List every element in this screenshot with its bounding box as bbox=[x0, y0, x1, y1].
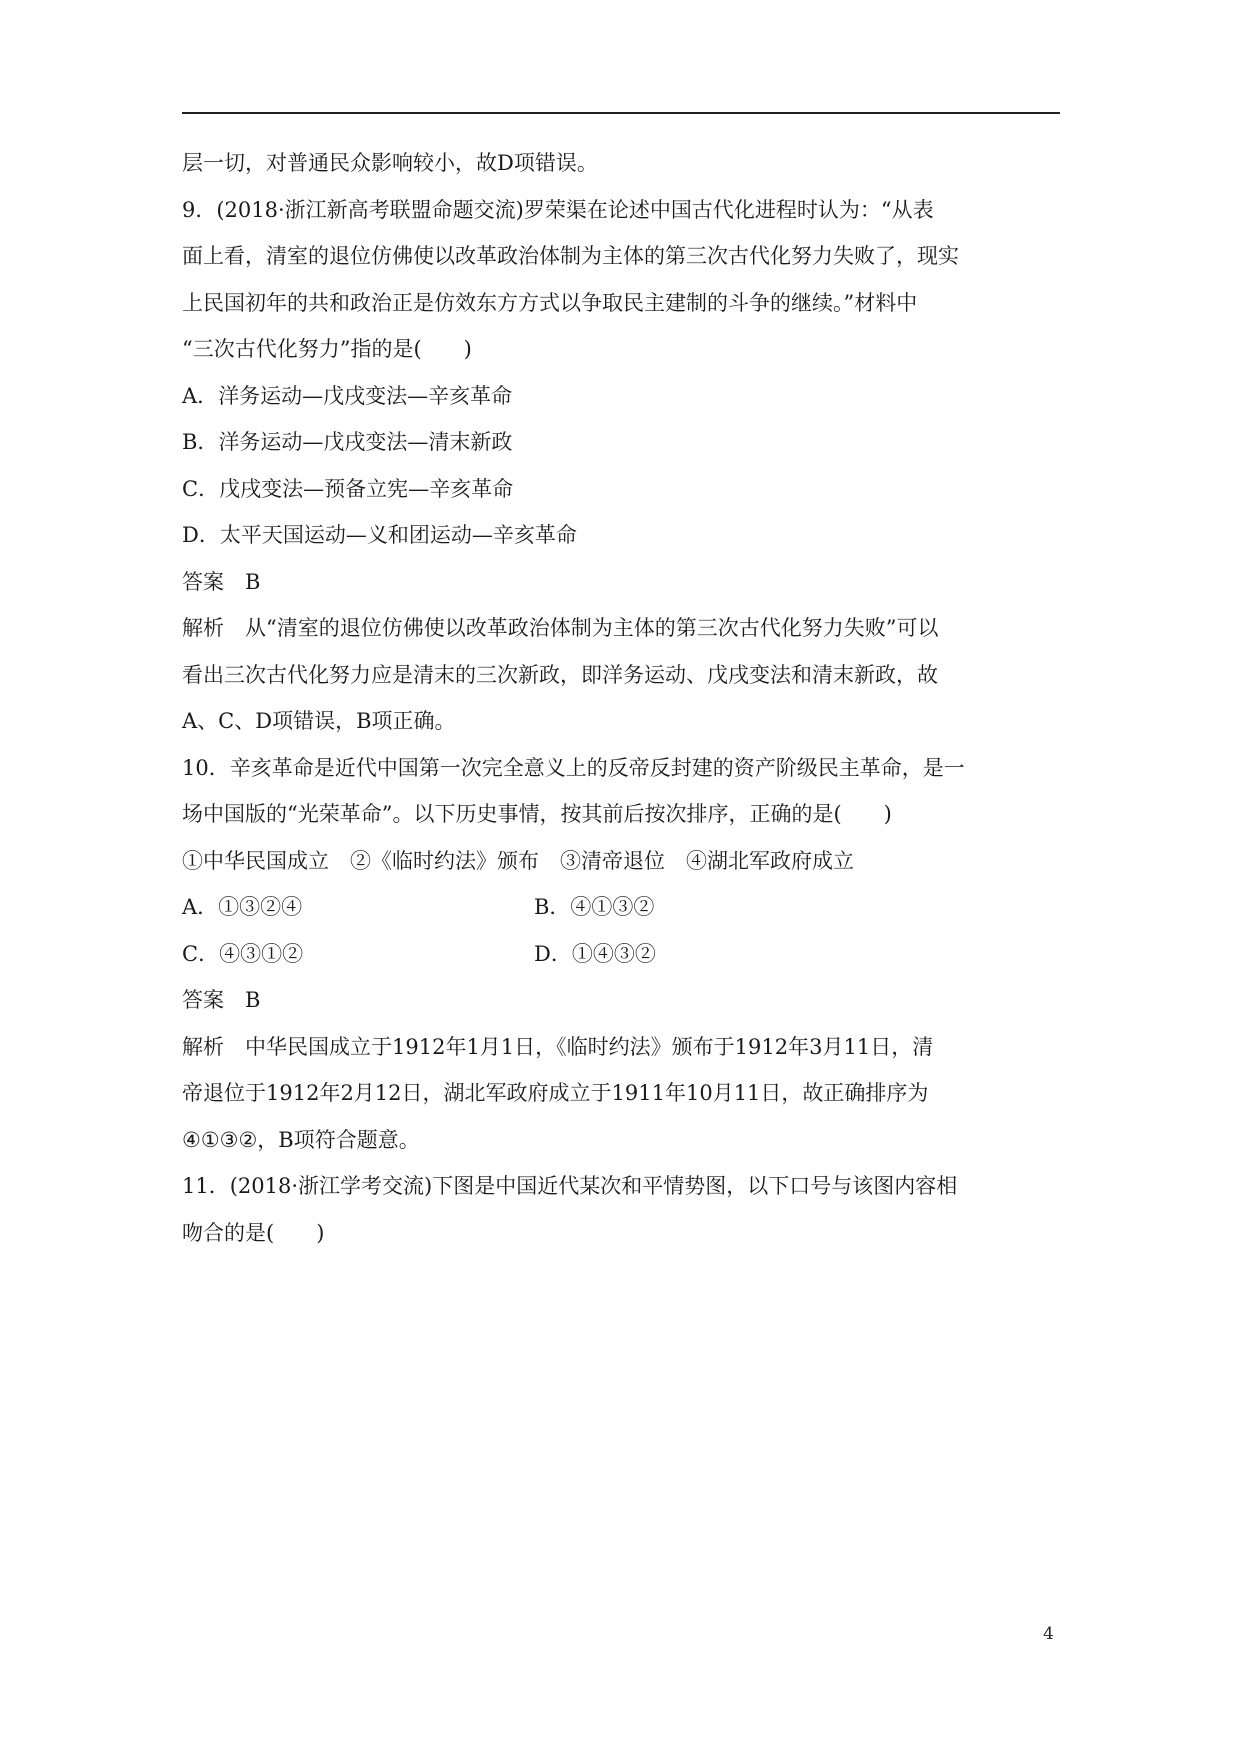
text-line: 层一切，对普通民众影响较小，故D项错误。 bbox=[182, 151, 598, 175]
q11-stem-line: 11．(2018·浙江学考交流)下图是中国近代某次和平情势图，以下口号与该图内容相 bbox=[182, 1174, 958, 1198]
q9-answer: 答案 B bbox=[182, 569, 261, 594]
header-rule bbox=[182, 112, 1060, 114]
q9-option-d: D．太平天国运动—义和团运动—辛亥革命 bbox=[182, 523, 577, 547]
q10-option-a: A．①③②④ bbox=[182, 895, 303, 919]
q10-stem-line: 10．辛亥革命是近代中国第一次完全意义上的反帝反封建的资产阶级民主革命，是一 bbox=[182, 755, 965, 780]
q9-stem-line: “三次古代化努力”指的是( ) bbox=[182, 337, 472, 361]
q9-analysis-line: 解析 从“清室的退位仿佛使以改革政治体制为主体的第三次古代化努力失败”可以 bbox=[182, 616, 939, 640]
q9-stem-line: 面上看，清室的退位仿佛使以改革政治体制为主体的第三次古代化努力失败了，现实 bbox=[182, 244, 959, 268]
q10-analysis-line: 帝退位于1912年2月12日，湖北军政府成立于1911年10月11日，故正确排序为 bbox=[182, 1081, 929, 1105]
page-number: 4 bbox=[1043, 1624, 1054, 1644]
q10-option-d: D．①④③② bbox=[534, 941, 656, 966]
q9-analysis-line: A、C、D项错误，B项正确。 bbox=[182, 709, 456, 733]
page-body bbox=[182, 140, 1072, 1256]
q9-analysis-line: 看出三次古代化努力应是清末的三次新政，即洋务运动、戊戌变法和清末新政，故 bbox=[182, 662, 938, 687]
q11-stem-line: 吻合的是( ) bbox=[182, 1220, 325, 1245]
q9-option-b: B．洋务运动—戊戌变法—清末新政 bbox=[182, 430, 513, 454]
q10-stem-line: 场中国版的“光荣革命”。以下历史事情，按其前后按次排序，正确的是( ) bbox=[182, 802, 892, 826]
q10-options-row bbox=[182, 931, 1072, 978]
q10-answer: 答案 B bbox=[182, 988, 261, 1012]
q10-option-c: C．④③①② bbox=[182, 941, 304, 966]
q9-option-c: C．戊戌变法—预备立宪—辛亥革命 bbox=[182, 476, 514, 501]
q10-events-line: ①中华民国成立 ②《临时约法》颁布 ③清帝退位 ④湖北军政府成立 bbox=[182, 848, 854, 873]
q9-option-a: A．洋务运动—戊戌变法—辛亥革命 bbox=[182, 383, 513, 408]
q10-analysis-line: 解析 中华民国成立于1912年1月1日，《临时约法》颁布于1912年3月11日，清 bbox=[182, 1034, 934, 1059]
q10-options-row bbox=[182, 884, 1072, 931]
q10-analysis-line: ④①③②，B项符合题意。 bbox=[182, 1127, 420, 1152]
q9-stem-line: 9．(2018·浙江新高考联盟命题交流)罗荣渠在论述中国古代化进程时认为：“从表 bbox=[182, 197, 934, 222]
q10-option-b: B．④①③② bbox=[534, 895, 655, 919]
q9-stem-line: 上民国初年的共和政治正是仿效东方方式以争取民主建制的斗争的继续。”材料中 bbox=[182, 290, 918, 315]
